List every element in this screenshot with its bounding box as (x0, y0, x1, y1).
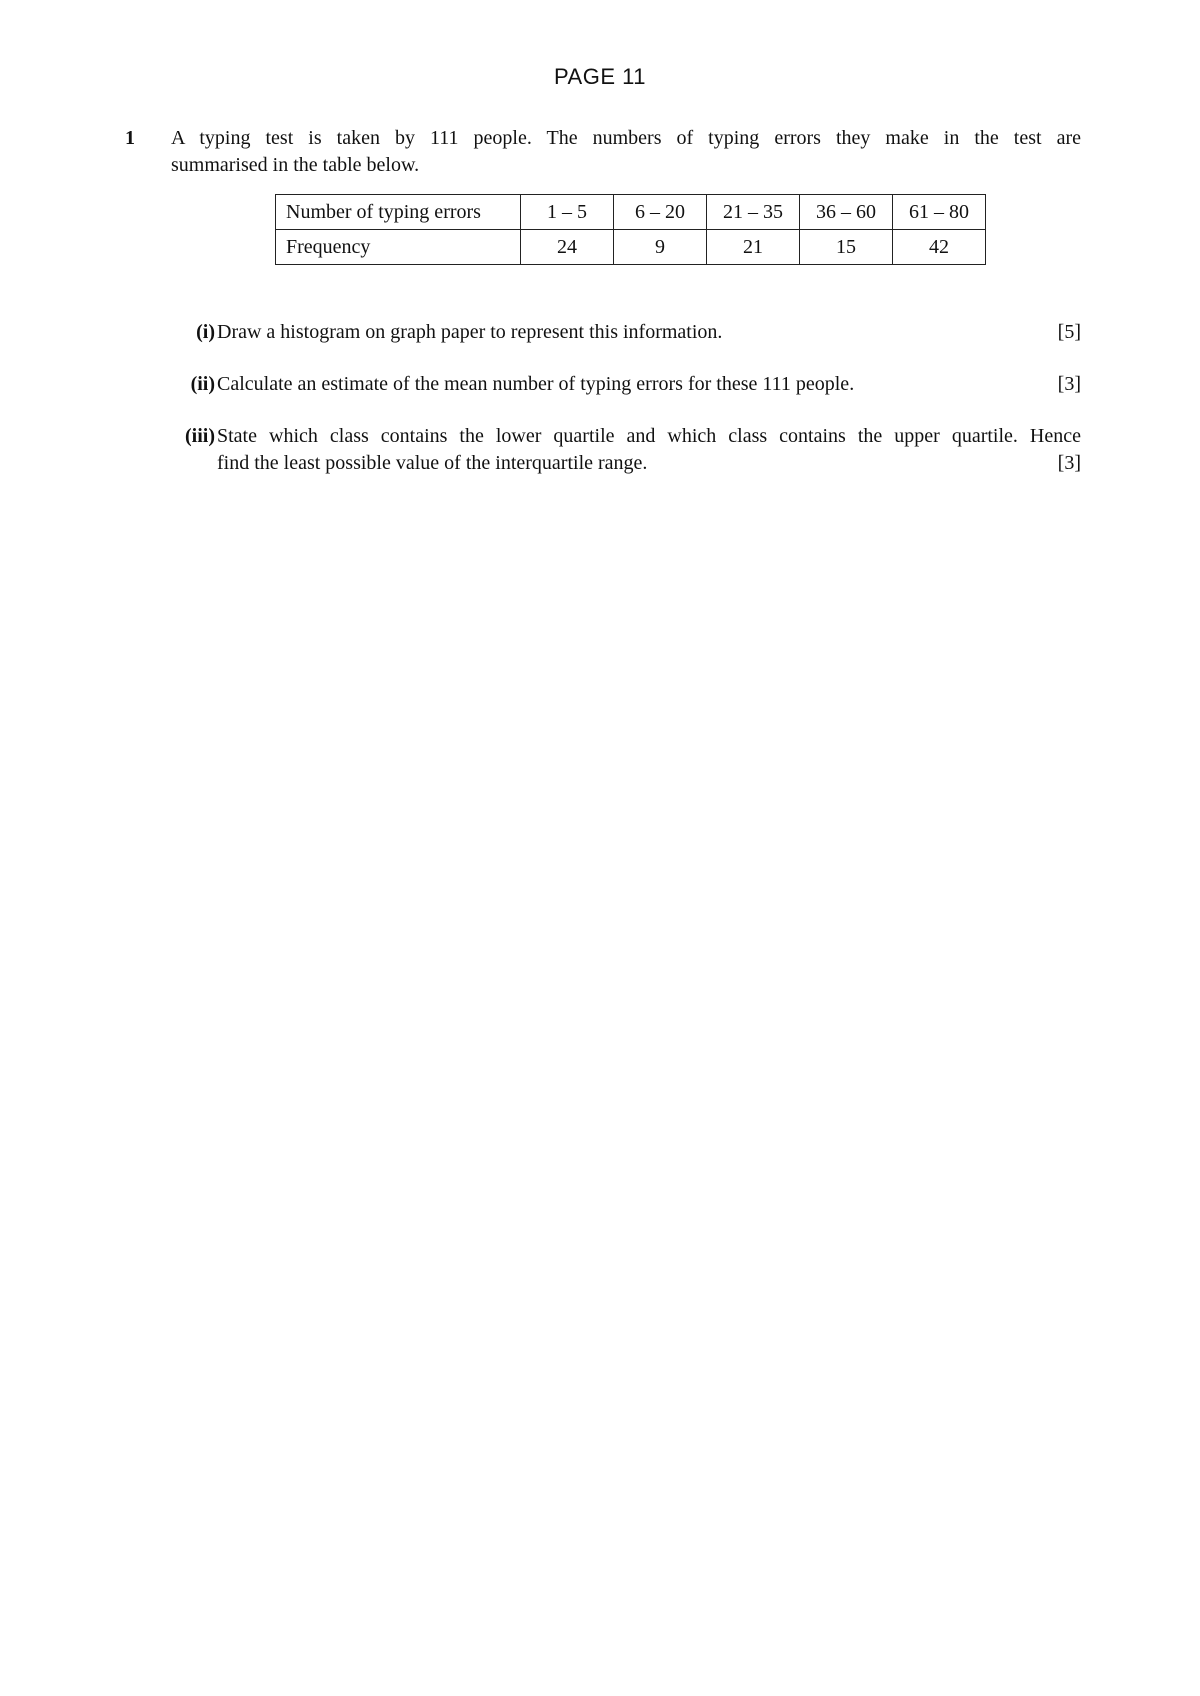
row-header-errors: Number of typing errors (276, 195, 521, 230)
part-text (217, 319, 1081, 346)
part-iii (171, 423, 1081, 477)
frequency-cell: 24 (521, 230, 614, 265)
part-text (217, 423, 1081, 477)
part-iii-line-1: State which class contains the lower quartile and which class contains the upper quartile. Hence (217, 425, 1081, 447)
intro-line-2: summarised in the table below. (171, 154, 420, 176)
part-ii-text: Calculate an estimate of the mean number of typing errors for these 111 people. (217, 373, 855, 395)
part-label: (i) (196, 321, 215, 343)
table-row-errors (276, 195, 986, 230)
part-label: (ii) (190, 373, 215, 395)
class-cell: 36 – 60 (800, 195, 893, 230)
class-cell: 1 – 5 (521, 195, 614, 230)
question-number: 1 (125, 127, 135, 149)
frequency-cell: 42 (893, 230, 986, 265)
page-title: PAGE 11 (554, 64, 646, 89)
frequency-table (275, 194, 986, 265)
marks: [5] (1057, 321, 1081, 343)
part-text (217, 371, 1081, 398)
class-cell: 21 – 35 (707, 195, 800, 230)
class-cell: 6 – 20 (614, 195, 707, 230)
part-label: (iii) (185, 425, 215, 447)
class-cell: 61 – 80 (893, 195, 986, 230)
frequency-cell: 21 (707, 230, 800, 265)
marks: [3] (1057, 373, 1081, 395)
frequency-cell: 9 (614, 230, 707, 265)
row-header-frequency: Frequency (276, 230, 521, 265)
question-intro (171, 125, 1081, 179)
table-row-frequency (276, 230, 986, 265)
part-i-text: Draw a histogram on graph paper to represent this information. (217, 321, 723, 343)
frequency-cell: 15 (800, 230, 893, 265)
marks: [3] (1057, 452, 1081, 474)
part-i (171, 319, 1081, 346)
part-iii-line-2: find the least possible value of the interquartile range. (217, 452, 648, 474)
intro-line-1: A typing test is taken by 111 people. The numbers of typing errors they make in the test are (171, 127, 1081, 149)
part-ii (171, 371, 1081, 398)
